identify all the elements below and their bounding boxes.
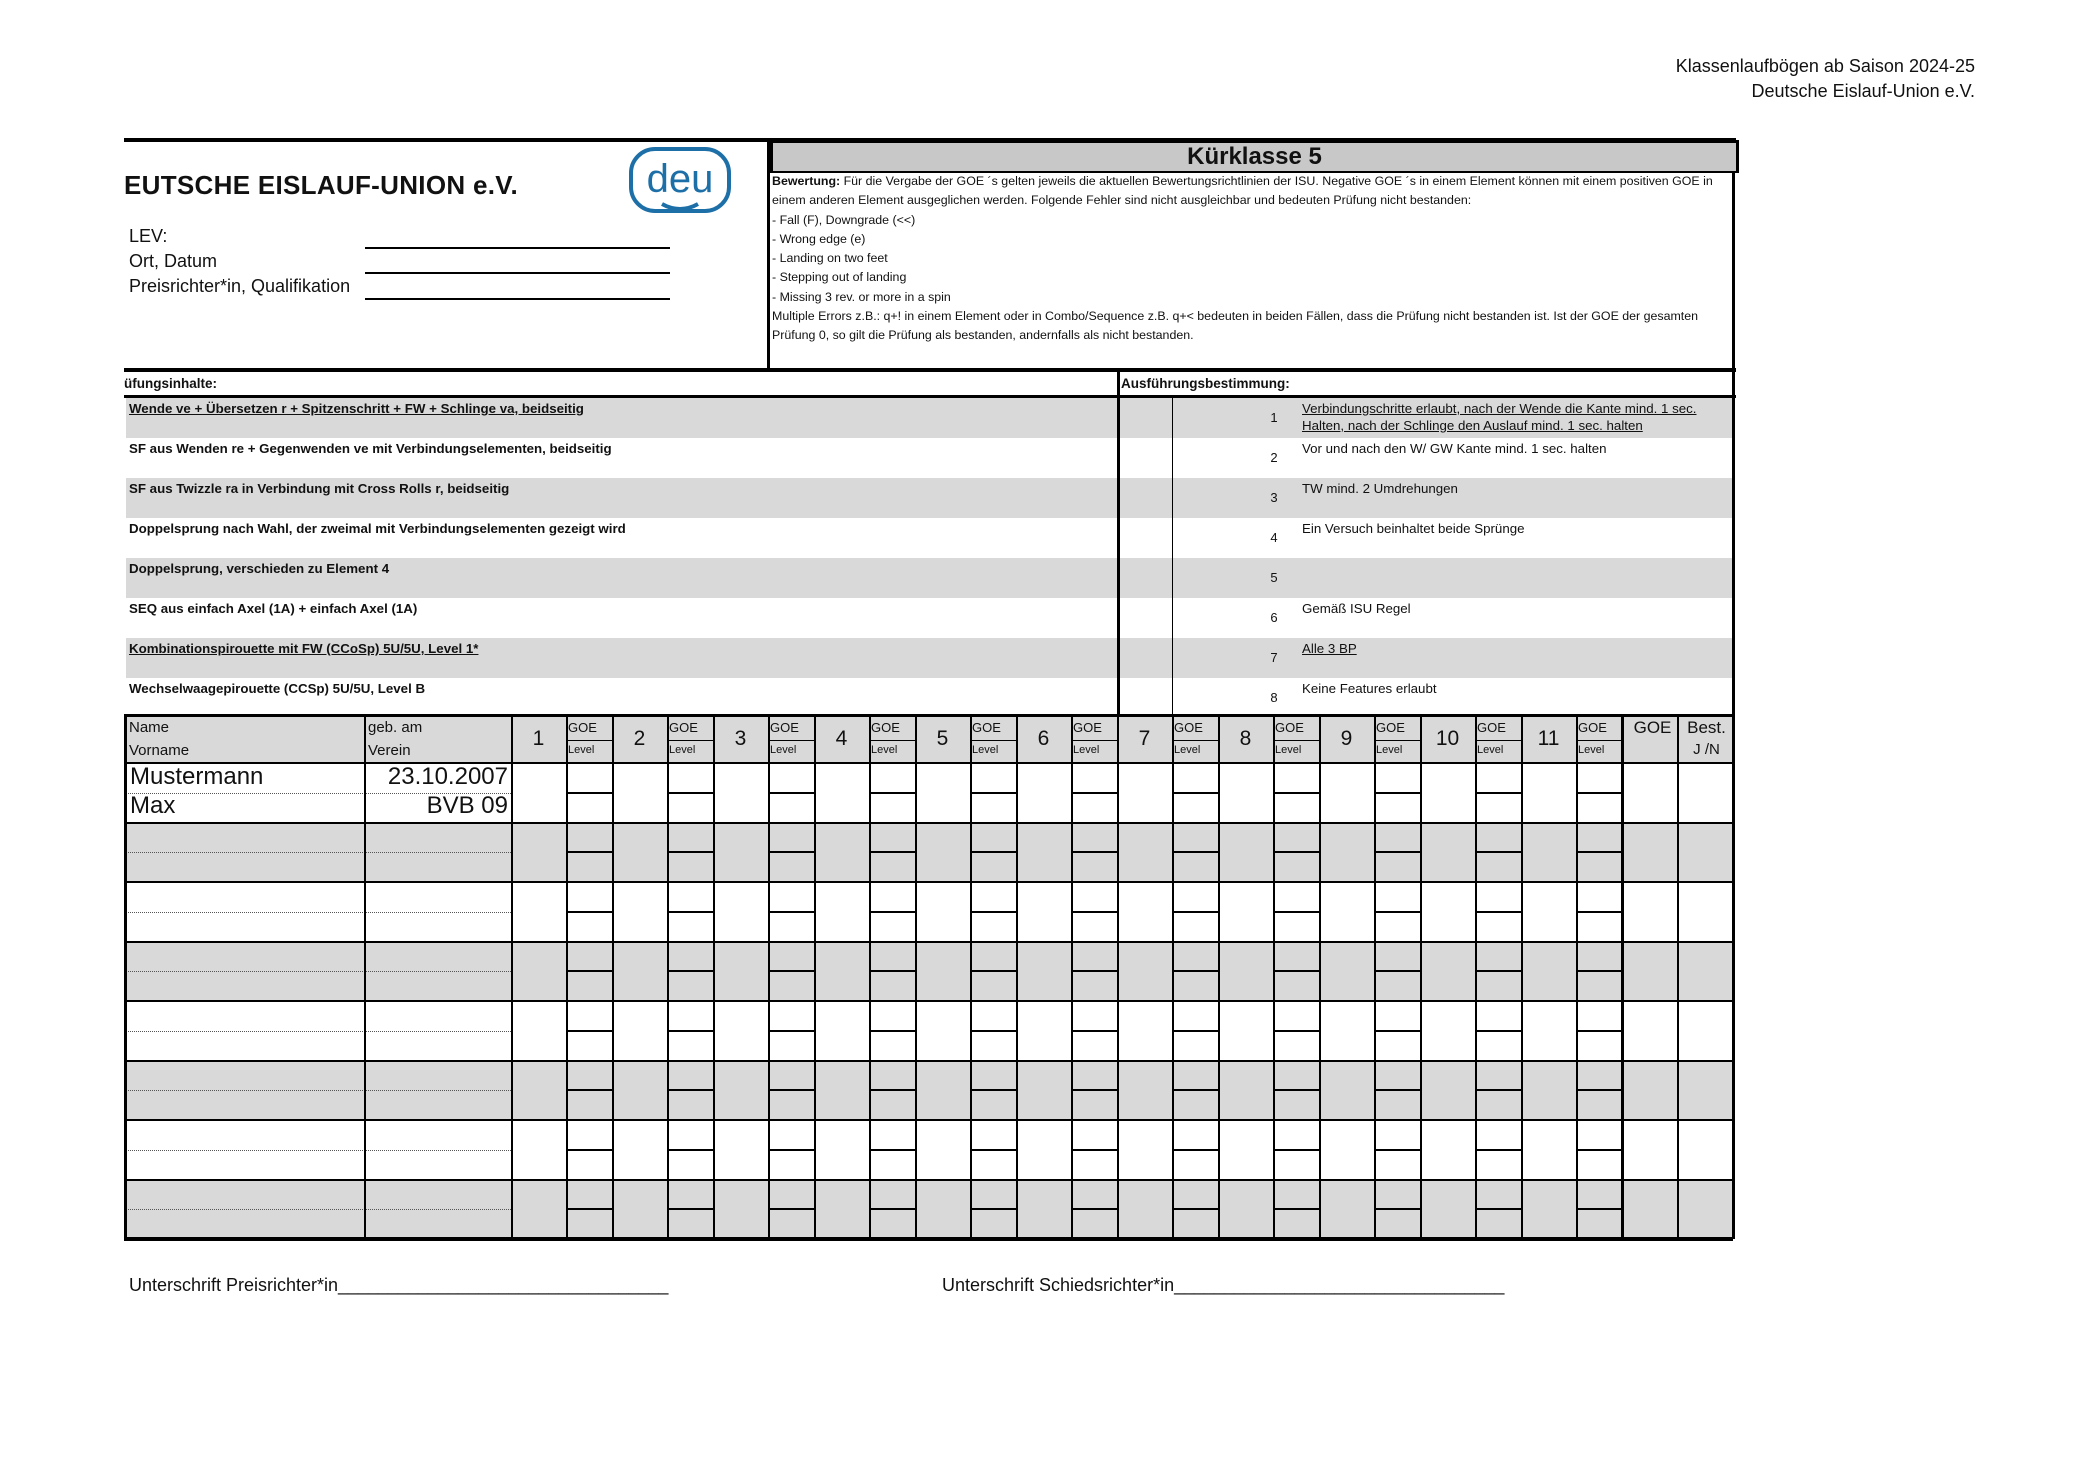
goe-column-label: GOE xyxy=(669,720,698,735)
level-column-label: Level xyxy=(1174,744,1201,756)
element-text: Wechselwaagepirouette (CCSp) 5U/5U, Level B xyxy=(129,681,426,696)
element-col-line xyxy=(1218,714,1220,1239)
element-rule: Alle 3 BP xyxy=(1302,641,1357,656)
name-split-line xyxy=(124,971,511,972)
verein-header: Verein xyxy=(368,742,411,759)
bewertung-label: Bewertung: xyxy=(772,174,841,188)
bewertung-text xyxy=(772,172,1732,346)
example-geb[interactable]: 23.10.2007 xyxy=(387,763,508,790)
best-col-line xyxy=(1677,714,1679,1239)
element-column-number: 3 xyxy=(734,727,747,750)
goe-level-split xyxy=(1576,740,1622,741)
goe-level-split xyxy=(1374,970,1420,972)
goe-level-split xyxy=(869,911,915,913)
goe-level-split xyxy=(1475,1030,1521,1032)
bewertung-item: - Stepping out of landing xyxy=(772,270,907,285)
goe-level-split xyxy=(869,792,915,794)
element-rule: TW mind. 2 Umdrehungen xyxy=(1302,481,1458,496)
goe-level-split xyxy=(1172,792,1218,794)
goe-level-split xyxy=(970,851,1016,853)
element-row xyxy=(126,438,1732,478)
element-text: SEQ aus einfach Axel (1A) + einfach Axel (1A) xyxy=(129,601,418,616)
goe-level-split xyxy=(1172,740,1218,741)
document-header-corner xyxy=(1676,54,1975,104)
element-col-line xyxy=(1420,714,1422,1239)
goe-level-split xyxy=(1071,1089,1117,1091)
element-row xyxy=(126,638,1732,678)
goe-level-split xyxy=(1374,851,1420,853)
goe-column-label: GOE xyxy=(1275,720,1304,735)
goe-level-split xyxy=(1273,1089,1319,1091)
goe-level-split xyxy=(1374,1089,1420,1091)
goe-column-label: GOE xyxy=(1376,720,1405,735)
name-header: Name xyxy=(129,719,170,736)
goe-level-split xyxy=(667,740,713,741)
vorname-header: Vorname xyxy=(129,742,190,759)
goe-level-split xyxy=(970,1149,1016,1151)
goe-level-split xyxy=(1576,970,1622,972)
element-column-number: 11 xyxy=(1537,727,1560,750)
example-name[interactable]: Mustermann xyxy=(130,763,264,790)
bewertung-item: - Wrong edge (e) xyxy=(772,231,866,246)
element-rule: Ein Versuch beinhaltet beide Sprünge xyxy=(1302,521,1525,536)
element-number: 5 xyxy=(1270,570,1278,585)
example-vorname[interactable]: Max xyxy=(130,792,176,819)
element-col-line xyxy=(915,714,917,1239)
goe-level-split xyxy=(768,1089,814,1091)
goe-level-split xyxy=(566,1030,612,1032)
goe-level-split xyxy=(1273,851,1319,853)
ort-datum-label: Ort, Datum xyxy=(129,251,218,271)
goe-level-split xyxy=(1374,1149,1420,1151)
level-column-label: Level xyxy=(1477,744,1504,756)
goe-level-split xyxy=(768,740,814,741)
goe-column-label: GOE xyxy=(1174,720,1203,735)
preisrichter-field[interactable] xyxy=(365,298,670,300)
element-text: SF aus Wenden re + Gegenwenden ve mit Verbindungselementen, beidseitig xyxy=(129,441,612,456)
elements-divider xyxy=(1117,372,1120,718)
element-text: Doppelsprung nach Wahl, der zweimal mit Verbindungselementen gezeigt wird xyxy=(129,521,626,536)
goe-level-split xyxy=(566,970,612,972)
union-label: Deutsche Eislauf-Union e.V. xyxy=(1751,81,1975,101)
goe-level-split xyxy=(970,1208,1016,1210)
goe-level-split xyxy=(1475,1208,1521,1210)
name-split-line xyxy=(124,1031,511,1032)
goe-level-split xyxy=(768,851,814,853)
goe-level-split xyxy=(869,1149,915,1151)
goe-level-split xyxy=(667,911,713,913)
goe-level-split xyxy=(768,1208,814,1210)
element-number: 3 xyxy=(1270,490,1278,505)
logo-text: deu xyxy=(646,157,714,201)
goe-level-split xyxy=(566,851,612,853)
element-column-number: 1 xyxy=(532,727,545,750)
element-col-line xyxy=(1016,714,1018,1239)
level-column-label: Level xyxy=(972,744,999,756)
bewertung-outro: Multiple Errors z.B.: q+! in einem Element oder in Combo/Sequence z.B. q+< bedeuten in beiden Fällen, dass die Prüfung nicht bestanden ist. Ist der GOE der gesamten Prüfung 0, so gilt die Prüfung als bestanden, andernfalls als nicht bestanden. xyxy=(772,309,1699,343)
element-row xyxy=(126,678,1732,718)
level-column-label: Level xyxy=(1275,744,1302,756)
goe-level-split xyxy=(1576,1089,1622,1091)
goe-level-split xyxy=(970,970,1016,972)
element-text: SF aus Twizzle ra in Verbindung mit Cross Rolls r, beidseitig xyxy=(129,481,510,496)
element-col-line xyxy=(814,714,816,1239)
element-col-line xyxy=(713,714,715,1239)
bestanden-jn-header: J /N xyxy=(1693,741,1720,758)
element-col-line xyxy=(1117,714,1119,1239)
geb-header: geb. am xyxy=(368,719,423,736)
goe-level-split xyxy=(970,1030,1016,1032)
season-label: Klassenlaufbögen ab Saison 2024-25 xyxy=(1675,56,1975,76)
element-row xyxy=(126,478,1732,518)
element-row xyxy=(126,558,1732,598)
goe-level-split xyxy=(1172,911,1218,913)
element-number: 7 xyxy=(1270,650,1278,665)
element-number: 4 xyxy=(1270,530,1278,545)
goe-level-split xyxy=(1273,1149,1319,1151)
goe-level-split xyxy=(566,1149,612,1151)
goe-level-split xyxy=(667,1030,713,1032)
goe-level-split xyxy=(1172,1208,1218,1210)
element-col-line xyxy=(1319,714,1321,1239)
organization-name: EUTSCHE EISLAUF-UNION e.V. xyxy=(124,170,519,200)
name-split-line xyxy=(124,912,511,913)
goe-level-split xyxy=(1374,792,1420,794)
goe-column-label: GOE xyxy=(1578,720,1607,735)
element-number: 8 xyxy=(1270,690,1278,705)
goe-level-split xyxy=(1475,1149,1521,1151)
goe-level-split xyxy=(1273,792,1319,794)
goe-level-split xyxy=(667,1149,713,1151)
grid-right-line xyxy=(1732,714,1735,1239)
goe-level-split xyxy=(1374,1030,1420,1032)
goe-level-split xyxy=(1576,911,1622,913)
goe-column-label: GOE xyxy=(1477,720,1506,735)
signature-schiedsrichter[interactable]: Unterschrift Schiedsrichter*in_________________________________ xyxy=(942,1275,1505,1295)
name-split-line xyxy=(124,1150,511,1151)
goe-level-split xyxy=(667,1089,713,1091)
goe-level-split xyxy=(1071,911,1117,913)
goe-level-split xyxy=(1273,1208,1319,1210)
goe-level-split xyxy=(1273,970,1319,972)
element-text: Wende ve + Übersetzen r + Spitzenschritt + FW + Schlinge va, beidseitig xyxy=(129,401,584,416)
level-column-label: Level xyxy=(871,744,898,756)
geb-col-line xyxy=(511,714,513,1239)
goe-level-split xyxy=(1172,1030,1218,1032)
goe-level-split xyxy=(566,911,612,913)
name-split-line xyxy=(124,1209,511,1210)
bestanden-header: Best. xyxy=(1687,718,1726,737)
element-number: 6 xyxy=(1270,610,1278,625)
goe-level-split xyxy=(1273,740,1319,741)
goe-level-split xyxy=(768,1030,814,1032)
goe-level-split xyxy=(768,970,814,972)
goe-level-split xyxy=(1273,1030,1319,1032)
goe-level-split xyxy=(1576,1030,1622,1032)
grid-left-line xyxy=(124,714,127,1239)
goe-level-split xyxy=(566,792,612,794)
goe-level-split xyxy=(1374,1208,1420,1210)
element-row xyxy=(126,518,1732,558)
level-column-label: Level xyxy=(669,744,696,756)
goe-level-split xyxy=(1475,740,1521,741)
element-col-line xyxy=(612,714,614,1239)
goe-level-split xyxy=(667,970,713,972)
deu-logo-icon xyxy=(628,146,732,216)
goe-level-split xyxy=(1071,1149,1117,1151)
goe-level-split xyxy=(1576,792,1622,794)
goe-level-split xyxy=(869,740,915,741)
element-row xyxy=(126,598,1732,638)
element-text: Doppelsprung, verschieden zu Element 4 xyxy=(129,561,390,576)
element-column-number: 9 xyxy=(1340,727,1353,750)
element-column-number: 5 xyxy=(936,727,949,750)
element-column-number: 7 xyxy=(1138,727,1151,750)
goe-level-split xyxy=(566,740,612,741)
goe-level-split xyxy=(1475,1089,1521,1091)
element-column-number: 4 xyxy=(835,727,848,750)
goe-level-split xyxy=(1172,851,1218,853)
goe-level-split xyxy=(1172,1149,1218,1151)
page-title: Kürklasse 5 xyxy=(770,140,1739,173)
goe-level-split xyxy=(566,1208,612,1210)
level-column-label: Level xyxy=(1073,744,1100,756)
element-number: 2 xyxy=(1270,450,1278,465)
goe-level-split xyxy=(1576,1149,1622,1151)
goe-level-split xyxy=(970,911,1016,913)
bewertung-intro: Für die Vergabe der GOE ´s gelten jeweils die aktuellen Bewertungsrichtlinien der ISU. Negative GOE ´s in einem Element können mit einem positiven GOE in einem anderen Element ausgeglichen werden. Folgende Fehler sind nicht ausgleichbar und bedeuten Prüfung nicht bestanden: xyxy=(772,174,1713,208)
pruefungsinhalte-heading: üfungsinhalte: xyxy=(124,376,217,391)
goe-level-split xyxy=(1071,851,1117,853)
lev-label: LEV: xyxy=(129,226,168,246)
goe-level-split xyxy=(869,1089,915,1091)
goe-level-split xyxy=(1576,851,1622,853)
element-rule: Keine Features erlaubt xyxy=(1302,681,1437,696)
goe-level-split xyxy=(667,1208,713,1210)
goe-level-split xyxy=(970,1089,1016,1091)
goe-column-label: GOE xyxy=(871,720,900,735)
preisrichter-label: Preisrichter*in, Qualifikation xyxy=(129,276,351,296)
goe-total-header: GOE xyxy=(1633,718,1672,737)
goe-level-split xyxy=(1374,911,1420,913)
level-column-label: Level xyxy=(1376,744,1403,756)
elements-num-divider xyxy=(1172,398,1173,718)
goe-column-label: GOE xyxy=(1073,720,1102,735)
goe-level-split xyxy=(1071,792,1117,794)
element-column-number: 8 xyxy=(1239,727,1252,750)
goe-level-split xyxy=(869,851,915,853)
goe-level-split xyxy=(667,851,713,853)
goe-level-split xyxy=(1475,851,1521,853)
element-column-number: 10 xyxy=(1435,727,1460,750)
goe-level-split xyxy=(1172,970,1218,972)
element-rule: Verbindungschritte erlaubt, nach der Wende die Kante mind. 1 sec. Halten, nach der Schlinge den Auslauf mind. 1 sec. halten xyxy=(1302,401,1697,433)
goe-level-split xyxy=(1475,970,1521,972)
goe-column-label: GOE xyxy=(568,720,597,735)
bewertung-item: - Landing on two feet xyxy=(772,251,888,266)
element-column-number: 6 xyxy=(1037,727,1050,750)
goe-column-label: GOE xyxy=(972,720,1001,735)
element-rule: Vor und nach den W/ GW Kante mind. 1 sec. halten xyxy=(1302,441,1607,456)
element-column-number: 2 xyxy=(633,727,646,750)
level-column-label: Level xyxy=(770,744,797,756)
goe-level-split xyxy=(869,1030,915,1032)
goe-level-split xyxy=(768,1149,814,1151)
goe-level-split xyxy=(1071,1030,1117,1032)
level-column-label: Level xyxy=(1578,744,1605,756)
goe-column-label: GOE xyxy=(770,720,799,735)
goe-level-split xyxy=(1071,970,1117,972)
bewertung-item: - Fall (F), Downgrade (<<) xyxy=(772,212,916,227)
goe-level-split xyxy=(970,792,1016,794)
goe-level-split xyxy=(667,792,713,794)
name-split-line xyxy=(124,1090,511,1091)
element-rule: Gemäß ISU Regel xyxy=(1302,601,1411,616)
goe-level-split xyxy=(1374,740,1420,741)
goe-level-split xyxy=(1071,740,1117,741)
goe-level-split xyxy=(1475,911,1521,913)
name-split-line xyxy=(124,852,511,853)
goe-level-split xyxy=(1273,911,1319,913)
goe-level-split xyxy=(566,1089,612,1091)
element-col-line xyxy=(1521,714,1523,1239)
goe-level-split xyxy=(768,792,814,794)
goe-level-split xyxy=(869,970,915,972)
frame-header-bottom xyxy=(124,368,1736,372)
goe-level-split xyxy=(1475,792,1521,794)
goe-level-split xyxy=(1172,1089,1218,1091)
ausfuehrungsbestimmung-heading: Ausführungsbestimmung: xyxy=(1121,376,1290,391)
level-column-label: Level xyxy=(568,744,595,756)
goe-level-split xyxy=(1576,1208,1622,1210)
goe-level-split xyxy=(970,740,1016,741)
lev-field[interactable] xyxy=(365,247,670,249)
example-verein[interactable]: BVB 09 xyxy=(426,792,508,819)
ort-datum-field[interactable] xyxy=(365,272,670,274)
element-text: Kombinationspirouette mit FW (CCoSp) 5U/5U, Level 1* xyxy=(129,641,479,656)
goe-level-split xyxy=(1071,1208,1117,1210)
element-number: 1 xyxy=(1270,410,1278,425)
bewertung-item: - Missing 3 rev. or more in a spin xyxy=(772,289,951,304)
signature-preisrichter[interactable]: Unterschrift Preisrichter*in_________________________________ xyxy=(129,1275,669,1295)
goe-level-split xyxy=(768,911,814,913)
goe-level-split xyxy=(869,1208,915,1210)
element-row xyxy=(126,398,1732,438)
